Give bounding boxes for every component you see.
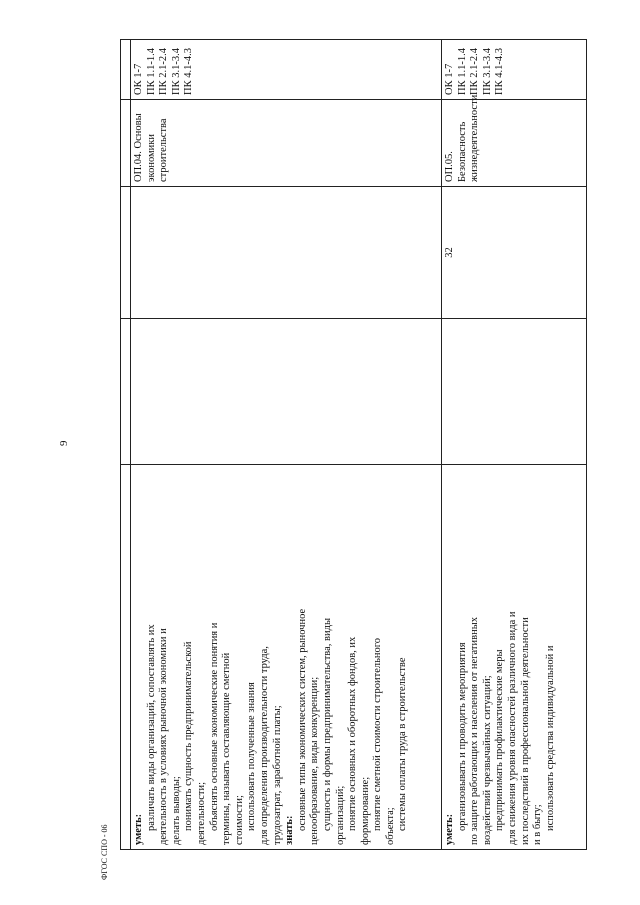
competency-code: ПК 1.1-1.4 <box>145 48 157 95</box>
skill-line: делать выводы; <box>170 776 182 845</box>
hours-cell <box>131 187 442 319</box>
skill-line: для снижения уровня опасностей различного вида и <box>506 611 518 845</box>
knowledge-line: формирование; <box>359 776 371 845</box>
competency-code: ОК 1-7 <box>133 63 144 95</box>
knowledge-line: сущность и формы предпринимательства, виды <box>321 617 333 831</box>
skill-line: воздействий чрезвычайных ситуаций; <box>481 675 493 845</box>
skill-line: объяснять основные экономические понятия и <box>208 622 220 831</box>
competency-code: ОК 1-7 <box>444 63 455 95</box>
competency-code: ПК 3.1-3.4 <box>481 48 493 95</box>
knowledge-line: понятие сметной стоимости строительного <box>372 637 384 831</box>
skill-line: и в быту; <box>532 804 544 845</box>
table-row <box>131 40 442 850</box>
competency-code: ПК 4.1-4.3 <box>183 48 195 95</box>
competency-code: ПК 4.1-4.3 <box>494 48 506 95</box>
page-number: 9 <box>58 440 70 446</box>
skill-line: для определения производительности труда, <box>258 646 270 845</box>
skill-line: трудозатрат, заработной платы; <box>271 705 283 845</box>
table-row <box>442 40 587 850</box>
skill-line: по защите работающих и населения от негативных <box>469 616 481 845</box>
requirements-cell <box>131 465 442 850</box>
hours-cell <box>442 187 587 319</box>
skill-line: использовать средства индивидуальной и <box>544 645 556 831</box>
top-spacer-row <box>121 40 131 850</box>
rotated-table-wrapper <box>120 40 585 850</box>
skills-header: уметь: <box>444 813 455 845</box>
competencies-cell <box>131 40 442 100</box>
competency-code: ПК 3.1-3.4 <box>170 48 182 95</box>
discipline-cell <box>131 100 442 187</box>
knowledge-line: ценообразование, виды конкуренции; <box>309 676 321 845</box>
skill-line: понимать сущность предпринимательской <box>183 641 195 831</box>
discipline-title: ОП.05. Безопасность жизнедеятельности <box>444 94 481 182</box>
requirements-cell <box>442 465 587 850</box>
skill-line: использовать полученные знания <box>246 682 258 831</box>
hours-total-cell <box>131 319 442 465</box>
skill-line: деятельности; <box>195 781 207 845</box>
skill-line: их последствий в профессиональной деятельности <box>519 617 531 845</box>
discipline-title: ОП.04. Основы экономики строительства <box>133 113 170 182</box>
skills-header: уметь: <box>133 813 144 845</box>
competency-code: ПК 2.1-2.4 <box>158 48 170 95</box>
knowledge-line: организаций; <box>334 785 346 845</box>
knowledge-line: объекта; <box>384 807 396 845</box>
knowledge-header: знать: <box>284 815 296 845</box>
footer-code: ФГОС СПО - 06 <box>100 824 109 880</box>
hours: 32 <box>444 247 455 258</box>
discipline-cell <box>442 94 587 187</box>
skill-line: термины, называть составляющие сметной <box>221 652 233 845</box>
hours-total-cell <box>442 319 587 465</box>
skill-line: предпринимать профилактические меры <box>494 649 506 831</box>
skill-line: организовывать и проводить мероприятия <box>456 642 468 831</box>
competency-code: ПК 1.1-1.4 <box>456 48 468 95</box>
competencies-cell <box>442 40 587 100</box>
skill-line: стоимости; <box>233 795 245 845</box>
skill-line: различать виды организаций, сопоставлять их <box>145 624 157 831</box>
knowledge-line: понятие основных и оборотных фондов, их <box>347 636 359 831</box>
skill-line: деятельность в условиях рыночной экономики и <box>158 628 170 845</box>
knowledge-line: основные типы экономических систем, рыночное <box>296 608 308 831</box>
knowledge-line: системы оплаты труда в строительстве <box>397 657 409 831</box>
competency-code: ПК 2.1-2.4 <box>469 48 481 95</box>
curriculum-table <box>120 39 587 850</box>
